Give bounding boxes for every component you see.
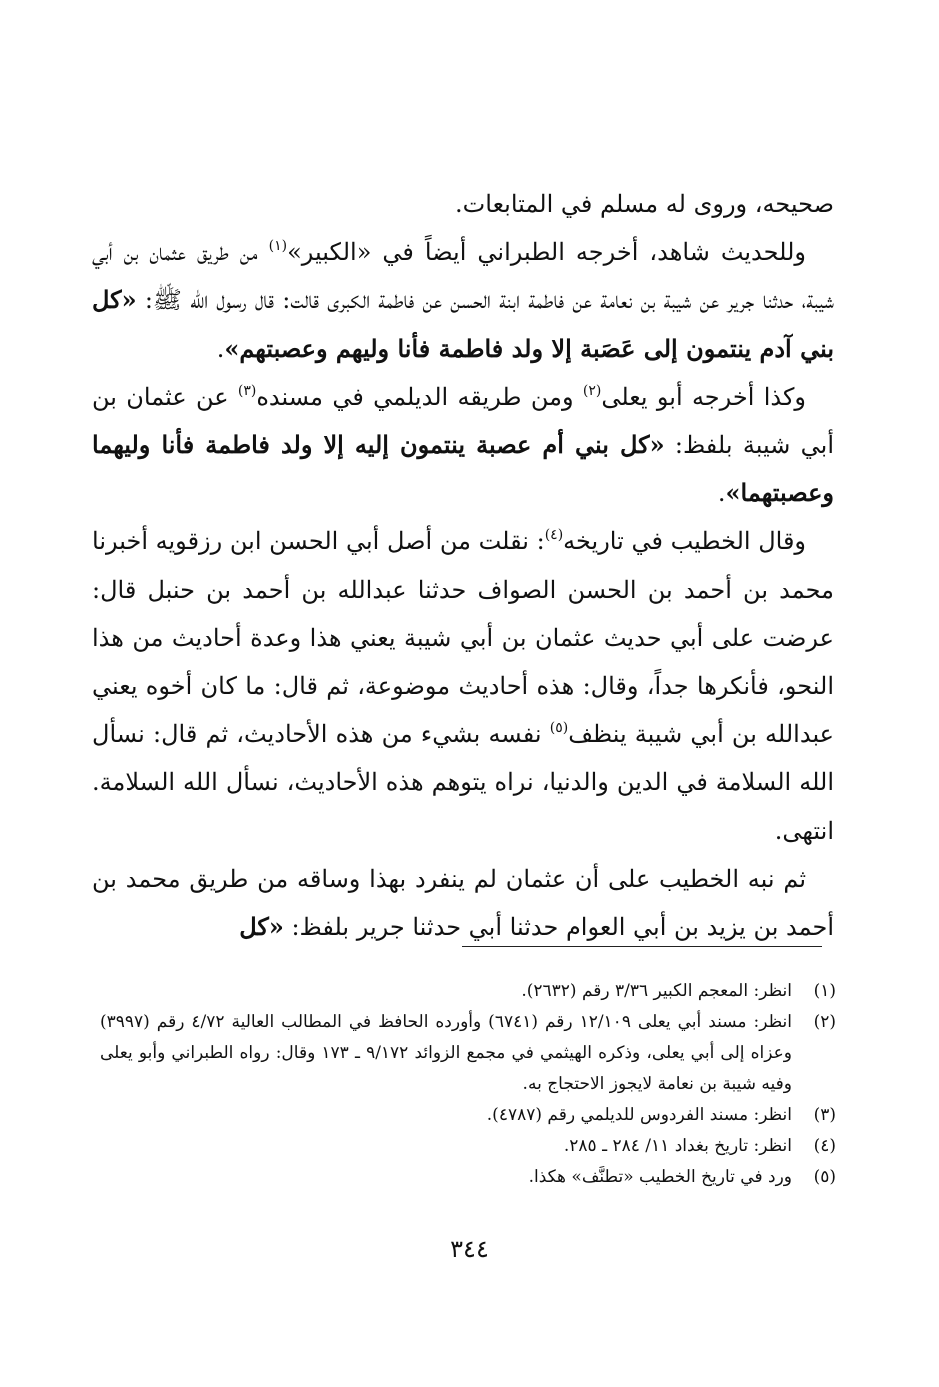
body-paragraph xyxy=(92,517,834,854)
footnote-item xyxy=(100,1162,836,1193)
footnote-reference: (١) xyxy=(268,238,288,255)
footnote-number: (٥) xyxy=(813,1167,836,1187)
hadith-quote: «كل بني أم عصبة ينتمون إليه إلا ولد فاطمة فأنا وليهما وعصبتهما» xyxy=(92,430,834,508)
hadith-quote: «كل بني آدم ينتمون إلى عَصَبة إلا ولد فاطمة فأنا وليهم وعصبتهم» xyxy=(92,285,834,363)
footnote-number: (١) xyxy=(813,981,836,1001)
footnote-text: انظر: تاريخ بغداد ١١/ ٢٨٤ ـ ٢٨٥. xyxy=(563,1136,792,1156)
main-text xyxy=(92,180,834,951)
footnote-number: (٣) xyxy=(813,1105,836,1125)
paragraph-text: من طريق عثمان بن أبي شيبة، حدثنا جرير عن شيبة بن نعامة عن فاطمة ابنة الحسن عن فاطمة الكبرى قالت: قال رسول الله ﷺ: xyxy=(92,238,834,315)
footnote-reference: (٣) xyxy=(237,382,257,399)
paragraph-text: . xyxy=(717,479,726,508)
footnote-reference: (٢) xyxy=(582,382,602,399)
paragraph-text: ومن طريقه الديلمي في مسنده xyxy=(256,382,583,411)
footnote-separator xyxy=(462,946,822,947)
footnote-text: انظر: المعجم الكبير ٣/٣٦ رقم (٢٦٣٢). xyxy=(521,981,792,1001)
body-paragraph xyxy=(92,373,834,518)
paragraph-text: نفسه بشيء من هذه الأحاديث، ثم قال: نسأل الله السلامة في الدين والدنيا، نراه يتوهم هذه الأحاديث، نسأل الله السلامة. انتهى. xyxy=(92,720,834,845)
body-paragraph xyxy=(92,180,834,228)
paragraph-text: . xyxy=(216,334,225,363)
body-paragraph xyxy=(92,855,834,951)
footnote-item xyxy=(100,976,836,1007)
footnote-text: ورد في تاريخ الخطيب «تطنَّف» هكذا. xyxy=(528,1167,792,1187)
paragraph-text: : نقلت من أصل أبي الحسن ابن رزقويه أخبرنا محمد بن أحمد بن الحسن الصواف حدثنا عبدالله بن أحمد بن حنبل قال: عرضت على أبي حديث عثمان بن أبي شيبة يعني هذا وعدة أحاديث من هذا النحو، فأنكرها جداً، وقال: هذه أحاديث موضوعة، ثم قال: ما كان أخوه يعني عبدالله بن أبي شيبة ينظف xyxy=(92,527,835,749)
footnote-number: (٤) xyxy=(813,1136,836,1156)
page-number: ٣٤٤ xyxy=(450,1235,489,1263)
paragraph-text: صحيحه، وروى له مسلم في المتابعات. xyxy=(455,190,834,218)
footnote-text: انظر: مسند أبي يعلى ١٢/١٠٩ رقم (٦٧٤١) وأورده الحافظ في المطالب العالية ٤/٧٢ رقم (٣٩٩٧) وعزاه إلى أبي يعلى، وذكره الهيثمي في مجمع الزوائد ٩/١٧٢ ـ ١٧٣ وقال: رواه الطبراني وأبو يعلى وفيه شيبة بن نعامة لايجوز الاحتجاج به. xyxy=(100,1012,792,1094)
paragraph-text: عن عثمان بن أبي شيبة بلفظ: xyxy=(92,382,834,460)
paragraph-text: ثم نبه الخطيب على أن عثمان لم ينفرد بهذا وساقه من طريق محمد بن أحمد بن يزيد بن أبي العوام حدثنا أبي حدثنا جرير بلفظ: xyxy=(92,864,834,942)
footnote-number: (٢) xyxy=(813,1012,836,1032)
paragraph-text: وللحديث شاهد، أخرجه الطبراني أيضاً في «الكبير» xyxy=(287,238,806,267)
paragraph-text: وكذا أخرجه أبو يعلى xyxy=(601,382,806,411)
footnote-reference: (٤) xyxy=(544,527,564,544)
footnote-text: انظر: مسند الفردوس للديلمي رقم (٤٧٨٧). xyxy=(486,1105,792,1125)
paragraph-text: وقال الخطيب في تاريخه xyxy=(563,527,807,556)
footnote-reference: (٥) xyxy=(549,720,569,737)
body-paragraph xyxy=(92,228,834,373)
footnote-item xyxy=(100,1007,836,1100)
hadith-quote: «كل xyxy=(239,912,284,942)
footnote-item xyxy=(100,1131,836,1162)
footnote-item xyxy=(100,1100,836,1131)
footnotes xyxy=(100,976,836,1193)
